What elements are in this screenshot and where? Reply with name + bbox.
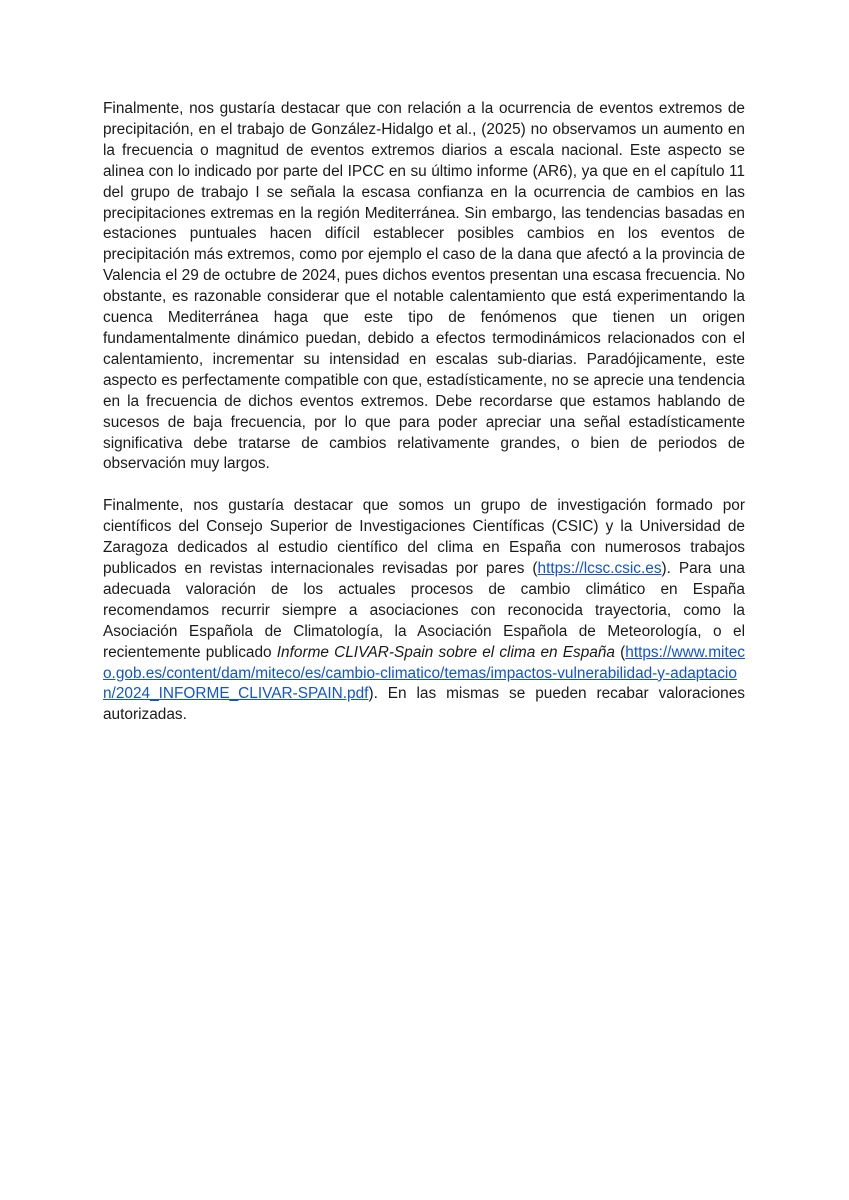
miteco-report-link[interactable]: https://www.miteco.gob.es/content/dam/miteco/es/cambio-climatico/temas/impactos-vulnerabilidad-y-adaptacion/2024_INFORME_CLIVAR-SPAIN.pdf [103,643,746,703]
lcsc-link[interactable]: https://lcsc.csic.es [537,560,662,578]
clivar-report-title: Informe CLIVAR-Spain sobre el clima en España [276,643,615,661]
paragraph-research-group-text-2: ). Para una adecuada valoración de los actuales procesos de cambio climático en España recomendamos recurrir siempre a asociaciones con reconocida trayectoria, como la Asociación Española de Climatología, la Asociación Española de Meteorología, o el recientemente publicado [103,560,745,661]
paragraph-research-group [103,496,745,726]
document-body [103,99,745,747]
paragraph-extreme-precipitation: Finalmente, nos gustaría destacar que con relación a la ocurrencia de eventos extremos de precipitación, en el trabajo de González-Hidalgo et al., (2025) no observamos un aumento en la frecuencia o magnitud de eventos extremos diarios a escala nacional. Este aspecto se alinea con lo indicado por parte del IPCC en su último informe (AR6), ya que en el capítulo 11 del grupo de trabajo I se señala la escasa confianza en la ocurrencia de cambios en las precipitaciones extremas en la región Mediterránea. Sin embargo, las tendencias basadas en estaciones puntuales hacen difícil establecer posibles cambios en los eventos de precipitación más extremos, como por ejemplo el caso de la dana que afectó a la provincia de Valencia el 29 de octubre de 2024, pues dichos eventos presentan una escasa frecuencia. No obstante, es razonable considerar que el notable calentamiento que está experimentando la cuenca Mediterránea haga que este tipo de fenómenos que tienen un origen fundamentalmente dinámico puedan, debido a efectos termodinámicos relacionados con el calentamiento, incrementar su intensidad en escalas sub-diarias. Paradójicamente, este aspecto es perfectamente compatible con que, estadísticamente, no se aprecie una tendencia en la frecuencia de dichos eventos extremos. Debe recordarse que estamos hablando de sucesos de baja frecuencia, por lo que para poder apreciar una señal estadísticamente significativa debe tratarse de cambios relativamente grandes, o bien de periodos de observación muy largos. [103,100,745,473]
paragraph-research-group-text-1: Finalmente, nos gustaría destacar que somos un grupo de investigación formado por científicos del Consejo Superior de Investigaciones Científicas (CSIC) y la Universidad de Zaragoza dedicados al estudio científico del clima en España con numerosos trabajos publicados en revistas internacionales revisadas por pares ( [103,497,745,578]
paragraph-research-group-text-3: ( [614,643,626,661]
paragraph-research-group-text-4: ). En las mismas se pueden recabar valoraciones autorizadas. [103,685,745,724]
